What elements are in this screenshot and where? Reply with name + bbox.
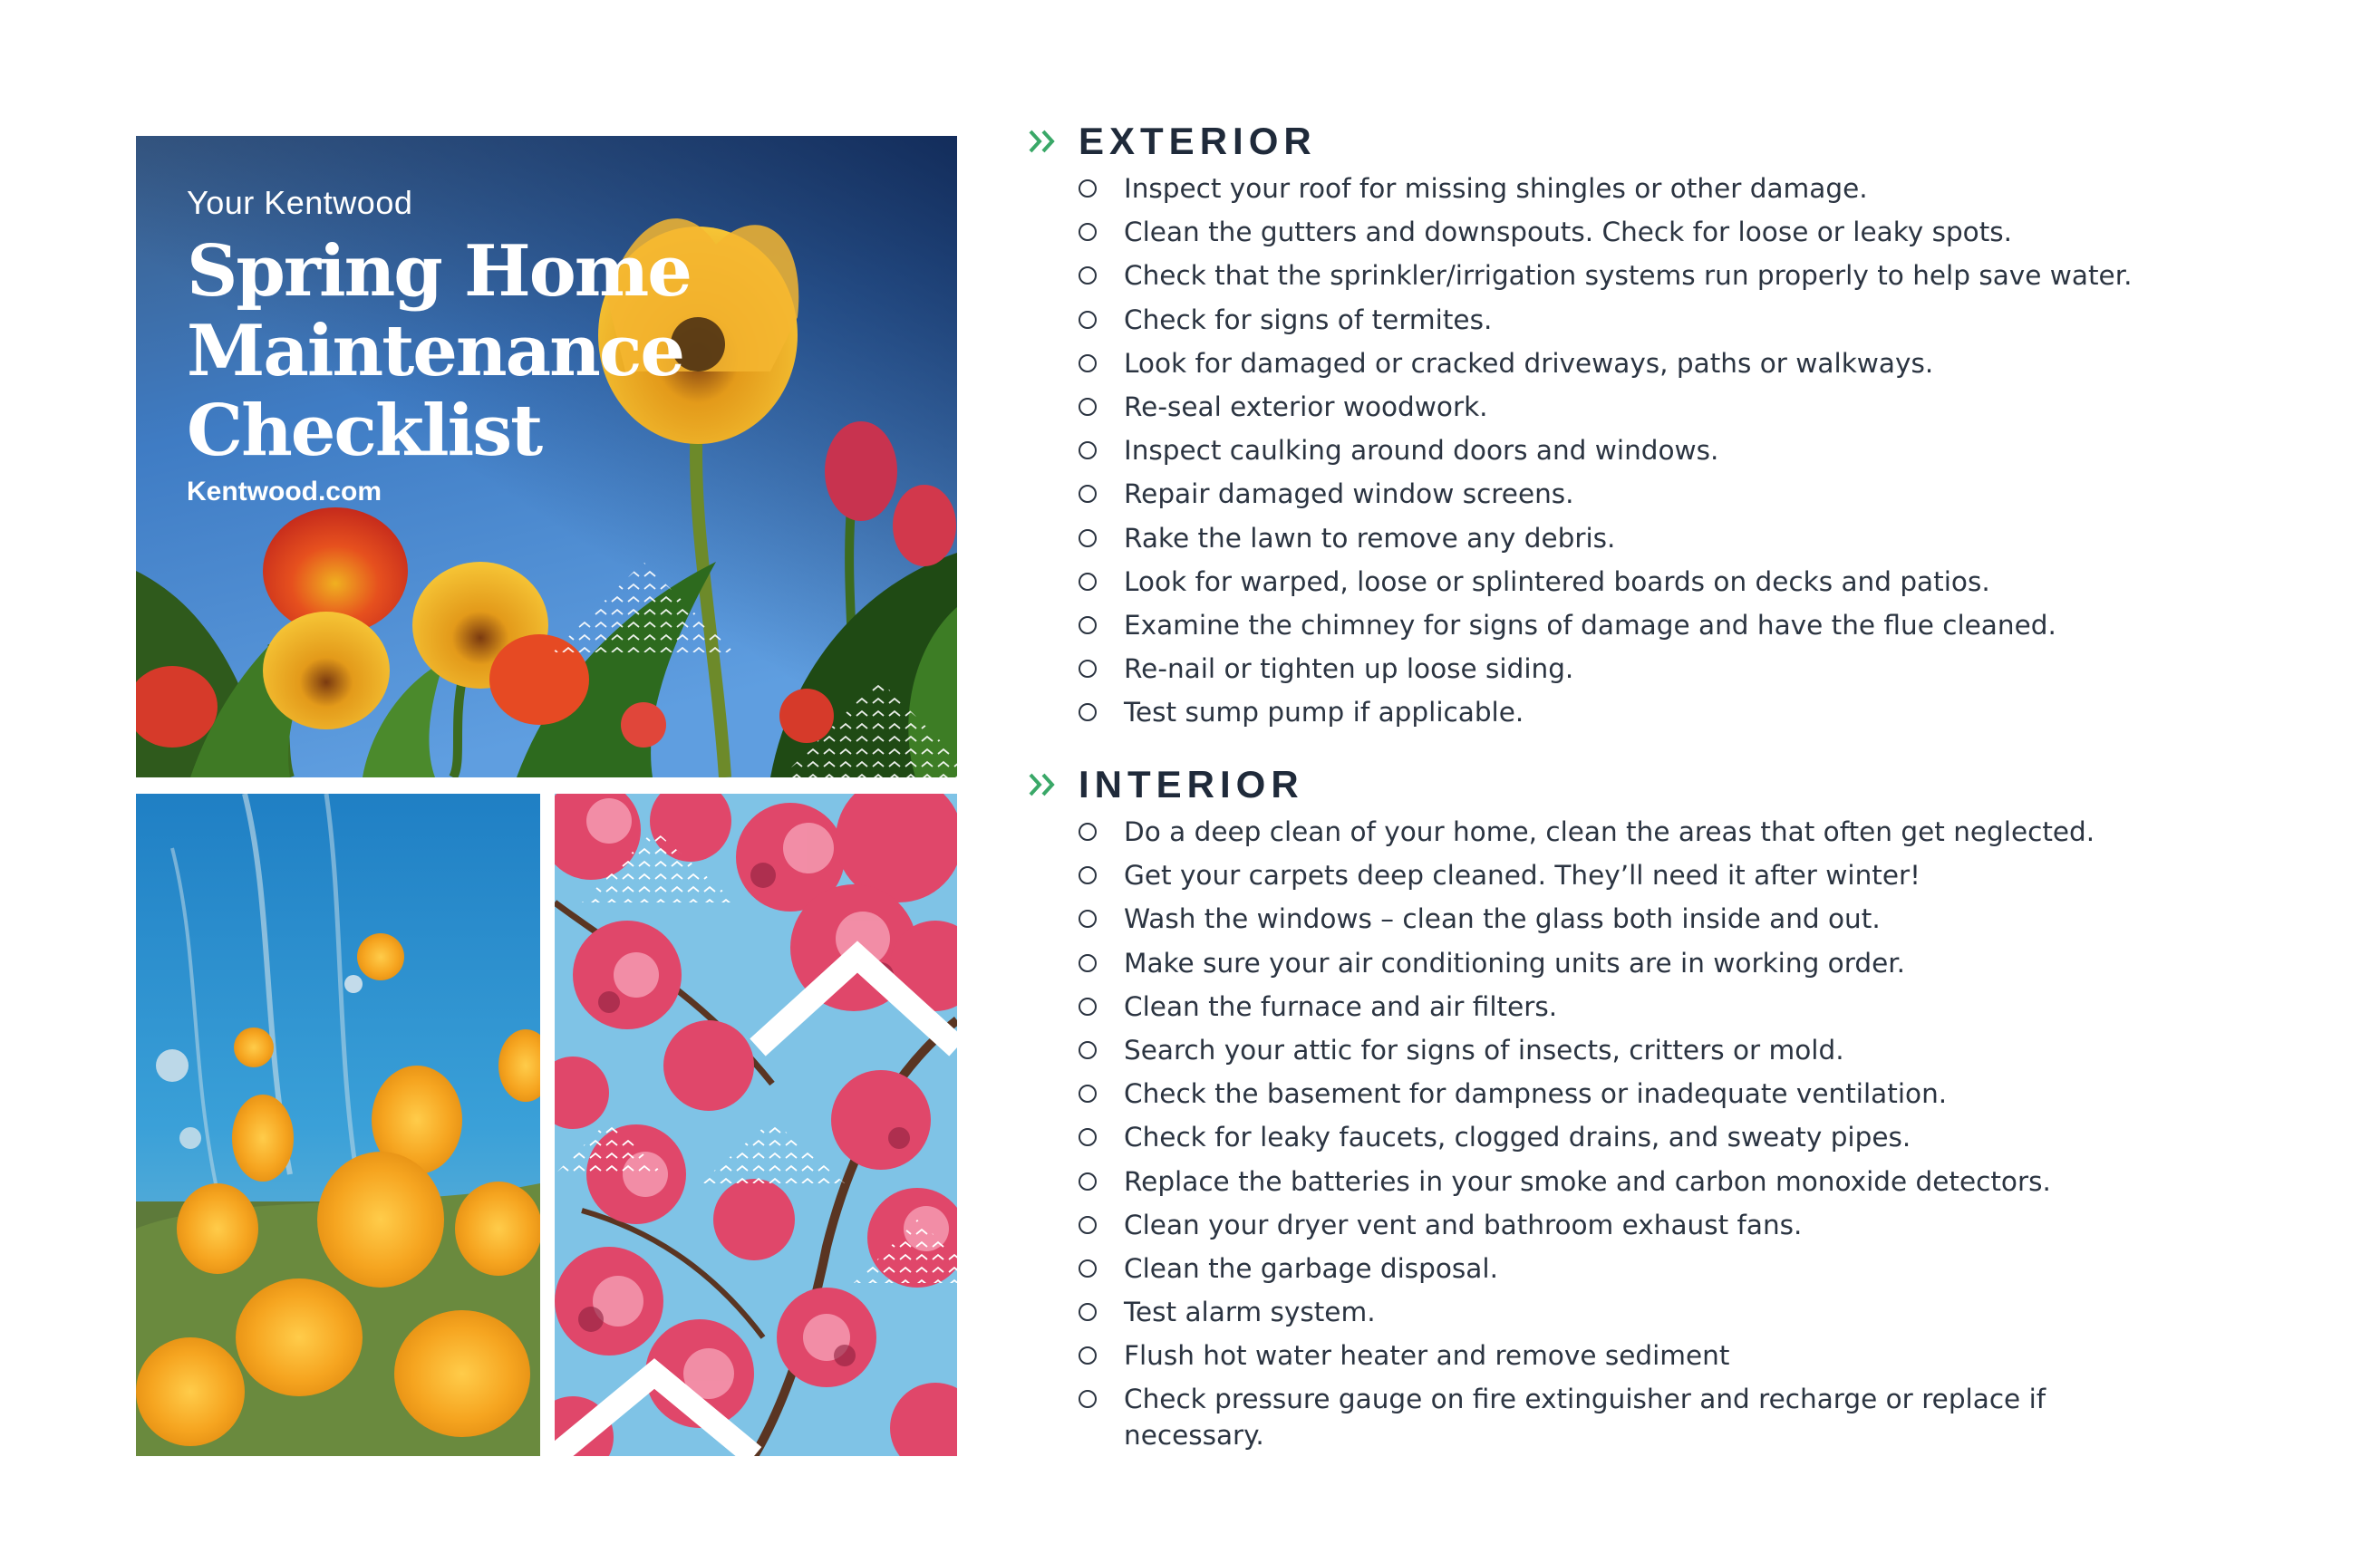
checklist-item-text: Check for signs of termites. xyxy=(1124,304,1493,335)
checkbox-circle-icon[interactable] xyxy=(1079,1128,1097,1146)
checklist-item-text: Wash the windows – clean the glass both inside and out. xyxy=(1124,903,1881,935)
checklist-item-text: Re-seal exterior woodwork. xyxy=(1124,391,1488,422)
checklist-item-text: Check the basement for dampness or inadequate ventilation. xyxy=(1124,1078,1948,1110)
checklist-item-text: Get your carpets deep cleaned. They’ll need it after winter! xyxy=(1124,860,1920,892)
checklist-item-text: Check that the sprinkler/irrigation systems run properly to help save water. xyxy=(1124,260,2133,292)
checkbox-circle-icon[interactable] xyxy=(1079,1303,1097,1321)
exterior-heading xyxy=(1028,116,2133,167)
checklist-item xyxy=(1079,257,2133,301)
checklist-item xyxy=(1079,1250,2175,1294)
blossoms-photo-panel xyxy=(555,794,957,1456)
checklist-item-text: Test alarm system. xyxy=(1124,1297,1376,1328)
checkbox-circle-icon[interactable] xyxy=(1079,1216,1097,1234)
checklist-item xyxy=(1079,564,2133,607)
checklist-item-text: Clean your dryer vent and bathroom exhaust fans. xyxy=(1124,1209,1803,1240)
exterior-checklist xyxy=(1028,170,2133,738)
checkbox-circle-icon[interactable] xyxy=(1079,529,1097,547)
checklist-item xyxy=(1079,1294,2175,1337)
checklist-item xyxy=(1079,814,2175,857)
checklist-item-text: Flush hot water heater and remove sediment xyxy=(1124,1340,1730,1372)
checklist-item xyxy=(1079,1163,2175,1207)
hero-text-block xyxy=(187,184,694,507)
checklist-item-text: Replace the batteries in your smoke and carbon monoxide detectors. xyxy=(1124,1165,2051,1197)
poppies-photo xyxy=(136,794,540,1456)
checkbox-circle-icon[interactable] xyxy=(1079,179,1097,198)
checklist-item-text: Look for warped, loose or splintered boards on decks and patios. xyxy=(1124,565,1990,597)
checklist-item-text: Search your attic for signs of insects, critters or mold. xyxy=(1124,1034,1844,1066)
checkbox-circle-icon[interactable] xyxy=(1079,1390,1097,1408)
checklist-item-text: Inspect caulking around doors and windows. xyxy=(1124,435,1719,467)
checklist-item-text: Inspect your roof for missing shingles or other damage. xyxy=(1124,173,1868,204)
checklist-item xyxy=(1079,989,2175,1032)
hero-kicker: Your Kentwood xyxy=(187,184,413,221)
checklist-item-text: Clean the garbage disposal. xyxy=(1124,1252,1498,1284)
checklist-item-text: Make sure your air conditioning units are in working order. xyxy=(1124,947,1906,979)
checklist-item-text: Check pressure gauge on fire extinguisher and recharge or replace if necessary. xyxy=(1124,1384,2046,1452)
checklist-item xyxy=(1079,214,2133,257)
checklist-item xyxy=(1079,432,2133,476)
checklist-item-text: Check for leaky faucets, clogged drains, and sweaty pipes. xyxy=(1124,1122,1911,1153)
checklist-item-text: Repair damaged window screens. xyxy=(1124,478,1574,510)
interior-checklist xyxy=(1028,814,2175,1453)
checkbox-circle-icon[interactable] xyxy=(1079,1085,1097,1103)
cherry-blossom-photo xyxy=(555,794,957,1456)
checkbox-circle-icon[interactable] xyxy=(1079,1172,1097,1191)
checklist-item xyxy=(1079,1381,2175,1453)
checkbox-circle-icon[interactable] xyxy=(1079,866,1097,884)
checklist-item-text: Clean the furnace and air filters. xyxy=(1124,990,1558,1022)
hero-photo-panel xyxy=(136,136,957,777)
checkbox-circle-icon[interactable] xyxy=(1079,660,1097,678)
checklist-item xyxy=(1079,901,2175,944)
checklist-item xyxy=(1079,389,2133,432)
checklist-item xyxy=(1079,945,2175,989)
checklist-item xyxy=(1079,651,2133,694)
checkbox-circle-icon[interactable] xyxy=(1079,485,1097,503)
hero-title-text: Spring Home Maintenance Checklist xyxy=(187,230,691,472)
double-chevron-right-icon xyxy=(1028,128,1059,155)
hero-website: Kentwood.com xyxy=(187,477,382,507)
checklist-item-text: Do a deep clean of your home, clean the areas that often get neglected. xyxy=(1124,816,2095,847)
exterior-section xyxy=(1028,116,2133,738)
checkbox-circle-icon[interactable] xyxy=(1079,266,1097,285)
poppies-photo-panel xyxy=(136,794,540,1456)
checklist-item-text: Clean the gutters and downspouts. Check for loose or leaky spots. xyxy=(1124,217,2013,248)
checklist-item xyxy=(1079,694,2133,738)
checkbox-circle-icon[interactable] xyxy=(1079,823,1097,841)
interior-section xyxy=(1028,759,2175,1453)
interior-heading xyxy=(1028,759,2175,810)
checklist-item xyxy=(1079,857,2175,901)
checklist-item xyxy=(1079,1207,2175,1250)
checkbox-circle-icon[interactable] xyxy=(1079,954,1097,972)
checklist-item xyxy=(1079,1337,2175,1381)
checklist-item xyxy=(1079,345,2133,389)
checklist-item xyxy=(1079,302,2133,345)
checklist-item-text: Rake the lawn to remove any debris. xyxy=(1124,522,1616,554)
checklist-item xyxy=(1079,170,2133,214)
checklist-item-text: Look for damaged or cracked driveways, paths or walkways. xyxy=(1124,347,1934,379)
checklist-item xyxy=(1079,476,2133,519)
checkbox-circle-icon[interactable] xyxy=(1079,223,1097,241)
checkbox-circle-icon[interactable] xyxy=(1079,998,1097,1016)
checkbox-circle-icon[interactable] xyxy=(1079,703,1097,721)
checkbox-circle-icon[interactable] xyxy=(1079,354,1097,372)
checkbox-circle-icon[interactable] xyxy=(1079,616,1097,634)
checklist-item-text: Re-nail or tighten up loose siding. xyxy=(1124,653,1574,685)
checklist-item xyxy=(1079,1032,2175,1076)
double-chevron-right-icon xyxy=(1028,771,1059,798)
checklist-item xyxy=(1079,1076,2175,1119)
checkbox-circle-icon[interactable] xyxy=(1079,1259,1097,1278)
checkbox-circle-icon[interactable] xyxy=(1079,910,1097,928)
checklist-item xyxy=(1079,607,2133,651)
checkbox-circle-icon[interactable] xyxy=(1079,441,1097,459)
checkbox-circle-icon[interactable] xyxy=(1079,1346,1097,1365)
checkbox-circle-icon[interactable] xyxy=(1079,1041,1097,1059)
checkbox-circle-icon[interactable] xyxy=(1079,573,1097,591)
checkbox-circle-icon[interactable] xyxy=(1079,398,1097,416)
checklist-item-text: Test sump pump if applicable. xyxy=(1124,697,1524,728)
interior-title: INTERIOR xyxy=(1079,763,1304,806)
checkbox-circle-icon[interactable] xyxy=(1079,311,1097,329)
hero-title xyxy=(187,232,694,471)
exterior-title: EXTERIOR xyxy=(1079,120,1317,162)
checklist-item-text: Examine the chimney for signs of damage and have the flue cleaned. xyxy=(1124,609,2056,641)
checklist-item xyxy=(1079,520,2133,564)
checklist-item xyxy=(1079,1119,2175,1163)
